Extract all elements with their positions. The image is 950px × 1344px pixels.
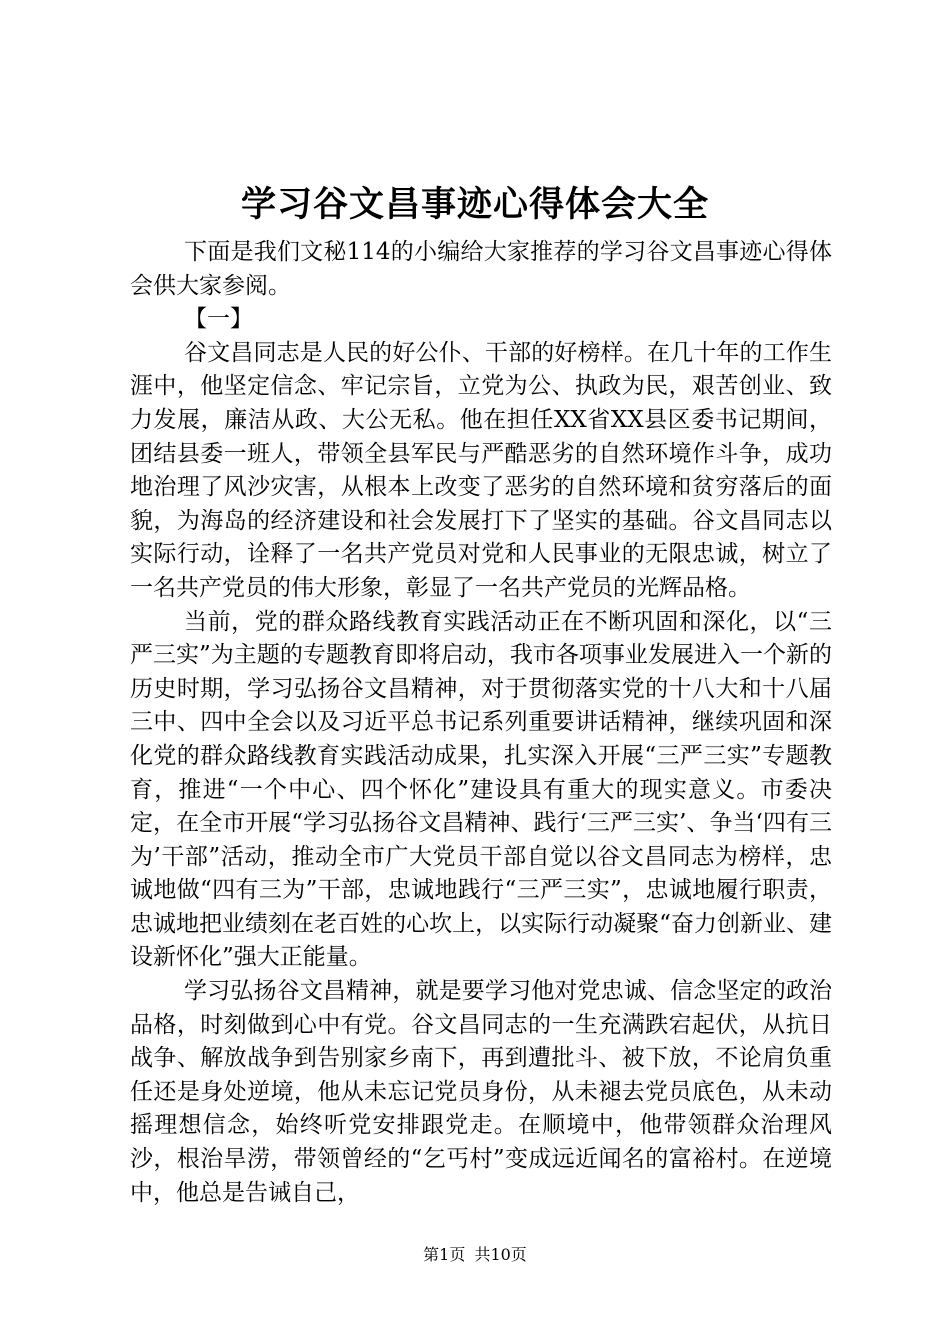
page-footer: 第1页 共10页 bbox=[423, 1245, 527, 1264]
section-heading: 【一】 bbox=[184, 306, 253, 333]
body-paragraph: 当前，党的群众路线教育实践活动正在不断巩固和深化，以“三严三实”为主题的专题教育即将启动，我市各项事业发展进入一个新的历史时期，学习弘扬谷文昌精神，对于贯彻落实党的十八大和十八届三中、四中全会以及习近平总书记系列重要讲话精神，继续巩固和深化党的群众路线教育实践活动成果，扎实深入开展“三严三实”专题教育，推进“一个中心、四个怀化”建设具有重大的现实意义。市委决定，在全市开展“学习弘扬谷文昌精神、践行‘三严三实’、争当‘四有三为’干部”活动，推动全市广大党员干部自觉以谷文昌同志为榜样，忠诚地做“四有三为”干部，忠诚地践行“三严三实”，忠诚地履行职责，忠诚地把业绩刻在老百姓的心坎上，以实际行动凝聚“奋力创新业、建设新怀化”强大正能量。 bbox=[130, 608, 832, 971]
document-title: 学习谷文昌事迹心得体会大全 bbox=[240, 185, 709, 225]
document-body bbox=[130, 236, 832, 1210]
intro-paragraph: 下面是我们文秘114的小编给大家推荐的学习谷文昌事迹心得体会供大家参阅。 bbox=[130, 239, 832, 299]
body-paragraph: 谷文昌同志是人民的好公仆、干部的好榜样。在几十年的工作生涯中，他坚定信念、牢记宗旨，立党为公、执政为民，艰苦创业、致力发展，廉洁从政、大公无私。他在担任XX省XX县区委书记期间，团结县委一班人，带领全县军民与严酷恶劣的自然环境作斗争，成功地治理了风沙灾害，从根本上改变了恶劣的自然环境和贫穷落后的面貌，为海岛的经济建设和社会发展打下了坚实的基础。谷文昌同志以实际行动，诠释了一名共产党员对党和人民事业的无限忠诚，树立了一名共产党员的伟大形象，彰显了一名共产党员的光辉品格。 bbox=[130, 339, 832, 601]
body-paragraph: 学习弘扬谷文昌精神，就是要学习他对党忠诚、信念坚定的政治品格，时刻做到心中有党。谷文昌同志的一生充满跌宕起伏，从抗日战争、解放战争到告别家乡南下，再到遭批斗、被下放，不论肩负重任还是身处逆境，他从未忘记党员身份，从未褪去党员底色，从未动摇理想信念，始终听党安排跟党走。在顺境中，他带领群众治理风沙，根治旱涝，带领曾经的“乞丐村”变成远近闻名的富裕村。在逆境中，他总是告诫自己， bbox=[130, 978, 832, 1206]
